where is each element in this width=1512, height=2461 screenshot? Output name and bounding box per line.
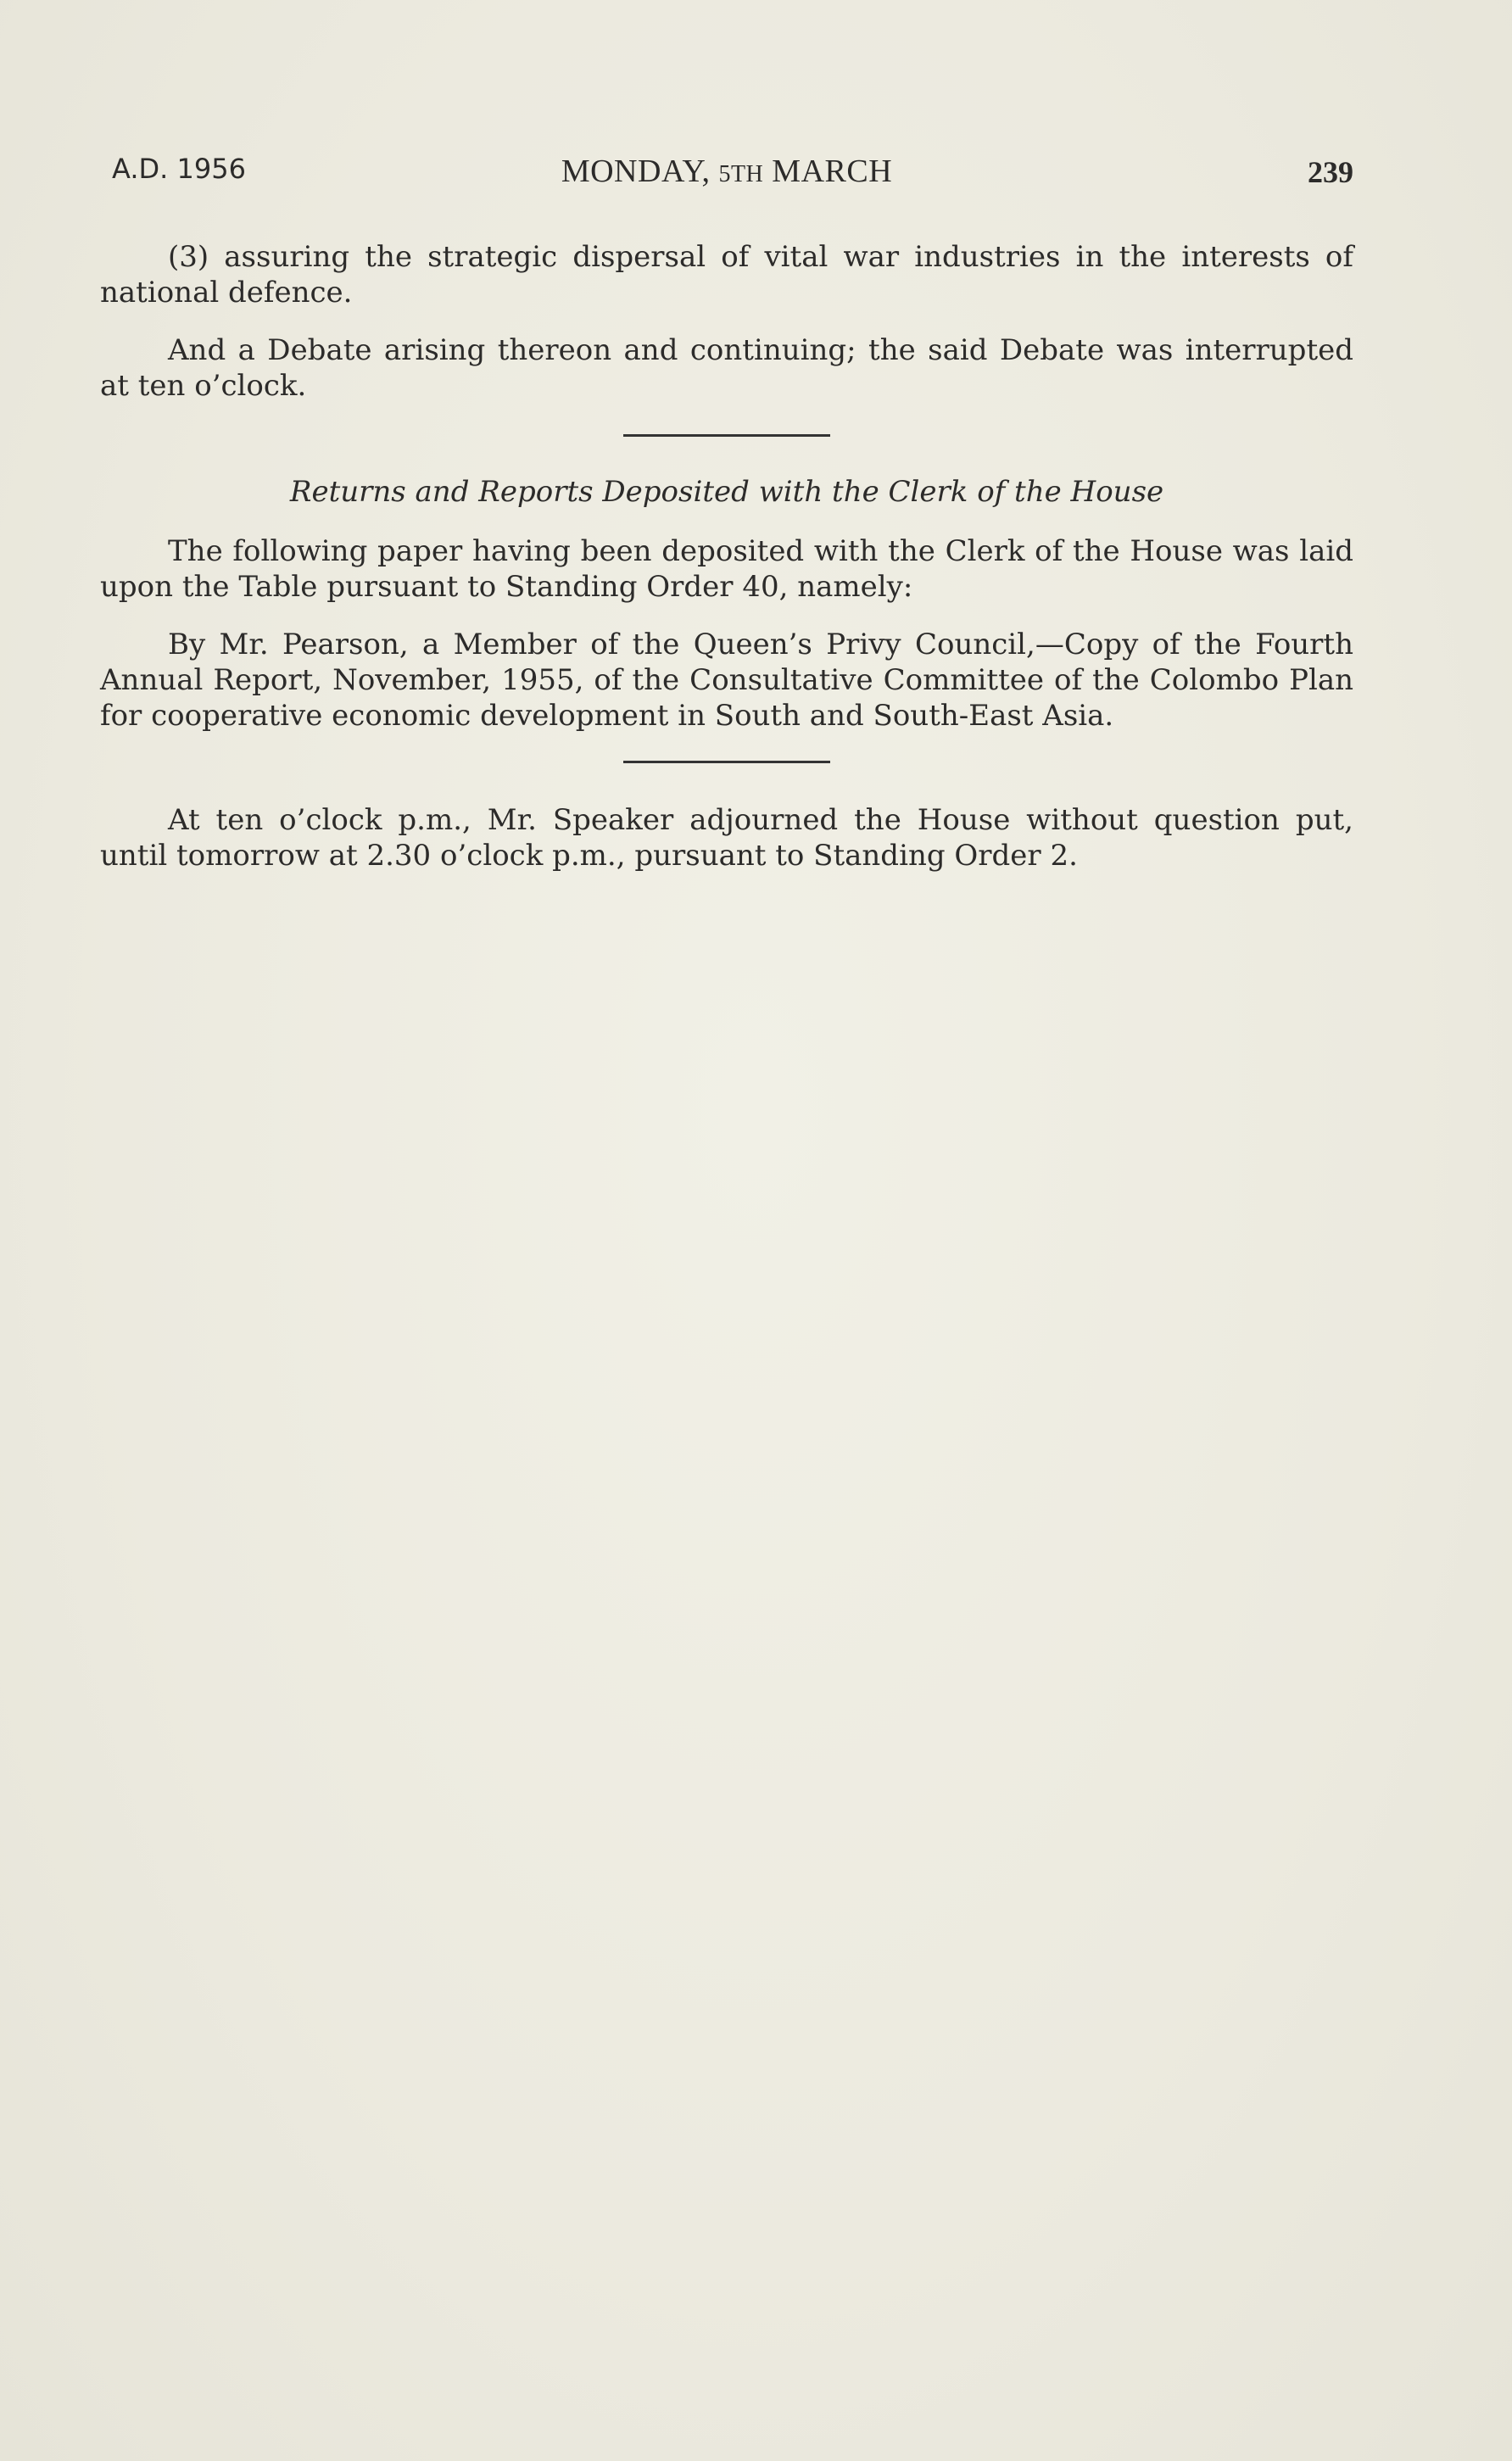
header-year: A.D. 1956 — [112, 153, 246, 185]
section-divider — [623, 434, 830, 437]
paragraph-dispersal: (3) assuring the strategic dispersal of vital war industries in the interests of national defence. — [100, 240, 1353, 310]
paragraph-adjournment: At ten o’clock p.m., Mr. Speaker adjourned the House without question put, until tomorrow at 2.30 o’clock p.m., pursuant to Standing Order 2. — [100, 803, 1353, 873]
section-heading: Returns and Reports Deposited with the Clerk of the House — [289, 475, 1164, 509]
page-header — [100, 153, 1353, 195]
header-day-number: 5TH — [718, 161, 764, 187]
page-body — [100, 239, 1353, 896]
header-month: MARCH — [763, 153, 893, 189]
page-number: 239 — [1308, 155, 1353, 189]
section-divider — [623, 761, 830, 763]
paragraph-debate: And a Debate arising thereon and continuing; the said Debate was interrupted at ten o’clock. — [100, 333, 1353, 403]
paragraph-deposited-paper: The following paper having been deposited with the Clerk of the House was laid upon the Table pursuant to Standing Order 40, namely: — [100, 534, 1353, 604]
header-day: MONDAY, — [561, 153, 719, 189]
header-date — [100, 153, 1353, 190]
paragraph-pearson-report: By Mr. Pearson, a Member of the Queen’s Privy Council,—Copy of the Fourth Annual Report, November, 1955, of the Consultative Committee of the Colombo Plan for cooperative economic development in South and South-East Asia. — [100, 628, 1353, 733]
